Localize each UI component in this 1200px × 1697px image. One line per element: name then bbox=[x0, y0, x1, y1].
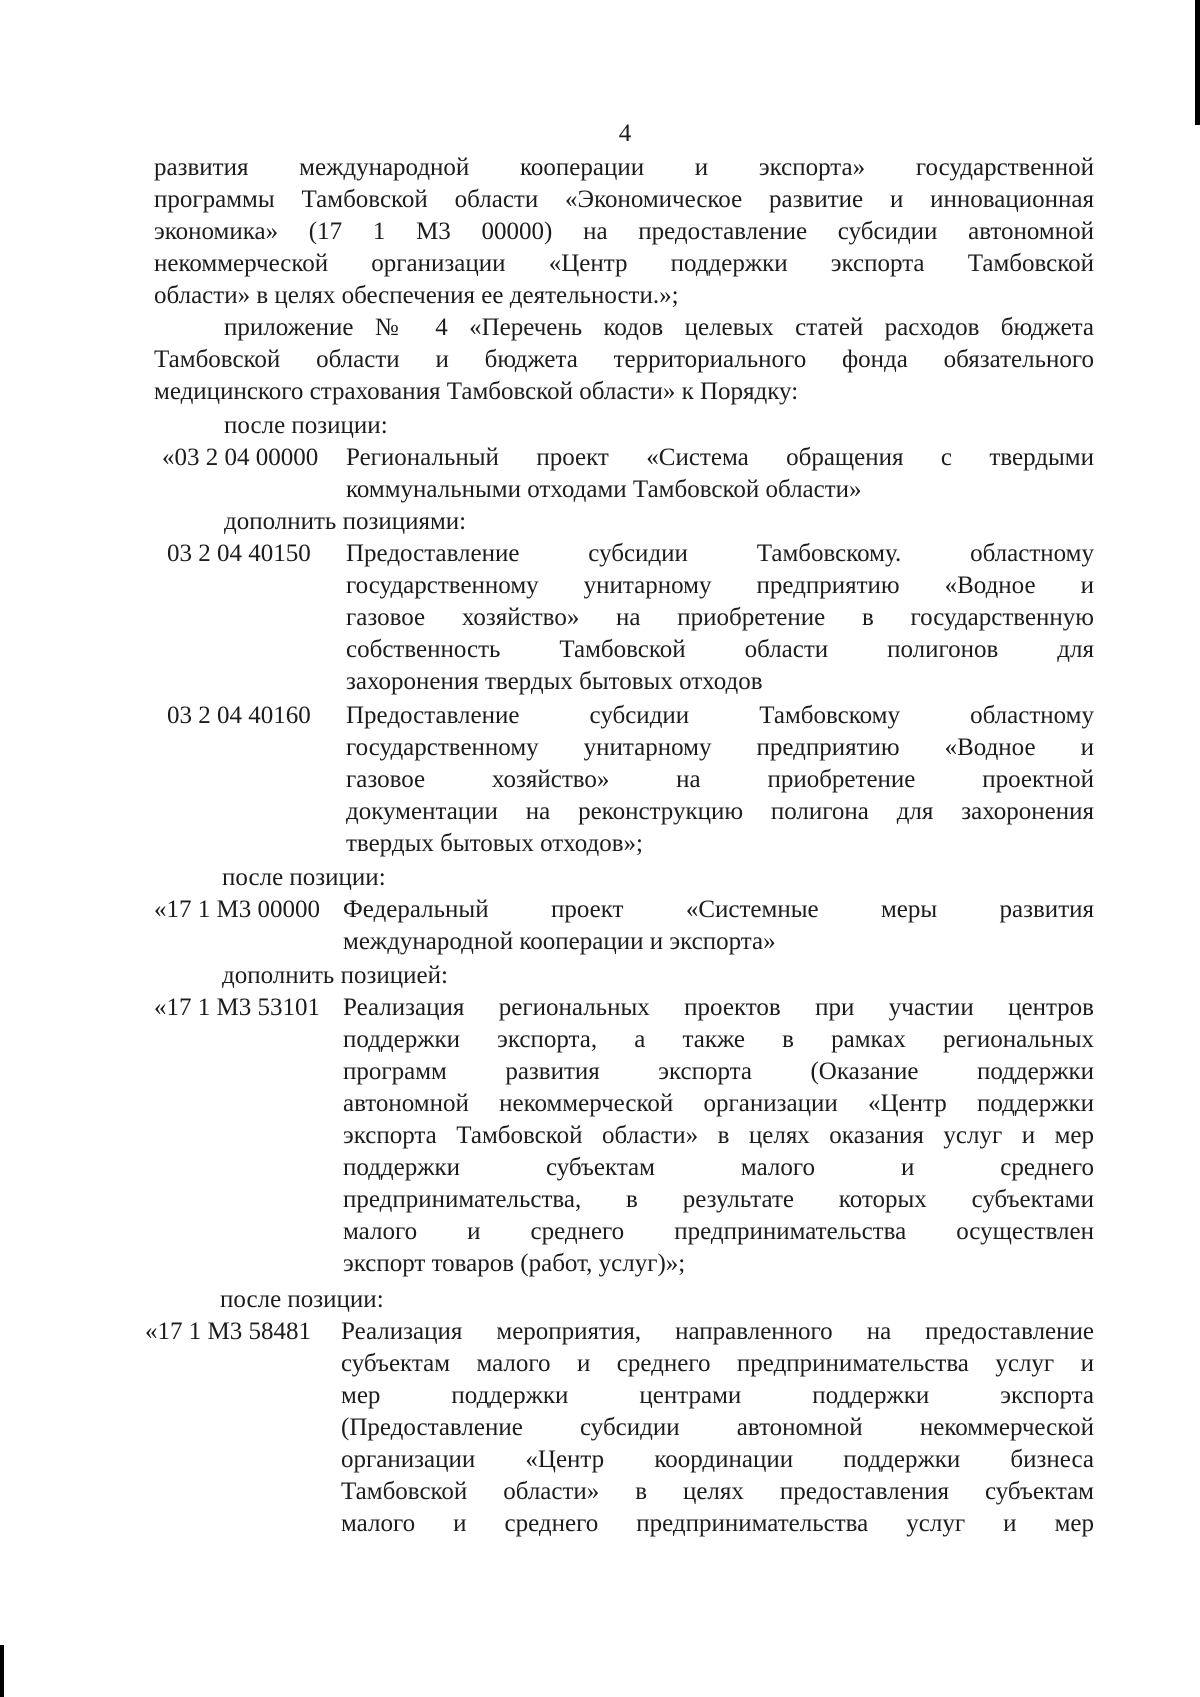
text-line: субъектам малого и среднего предпринимательства услуг и bbox=[341, 1350, 1094, 1377]
text-line: развития международной кооперации и экспорта» государственной bbox=[154, 154, 1094, 181]
entry-code: «03 2 04 00000 bbox=[162, 444, 319, 471]
text-line: газовое хозяйство» на приобретение проектной bbox=[346, 766, 1094, 793]
text-line: газовое хозяйство» на приобретение в государственную bbox=[346, 604, 1094, 631]
code-entry bbox=[167, 700, 1094, 860]
text-line: экспорта Тамбовской области» в целях оказания услуг и мер bbox=[343, 1122, 1094, 1149]
entry-description bbox=[343, 992, 1094, 1280]
code-entry bbox=[162, 442, 1094, 506]
text-line: государственному унитарному предприятию «Водное и bbox=[346, 734, 1094, 761]
entry-code: «17 1 М3 53101 bbox=[154, 994, 320, 1021]
scan-edge-right bbox=[1195, 0, 1200, 125]
code-entry bbox=[154, 894, 1094, 958]
text-line: коммунальными отходами Тамбовской области» bbox=[346, 476, 862, 503]
code-entry bbox=[167, 538, 1094, 698]
text-line: поддержки субъектам малого и среднего bbox=[343, 1154, 1094, 1181]
entry-description bbox=[346, 442, 1094, 506]
entry-code: «17 1 М3 58481 bbox=[145, 1318, 311, 1345]
text-line: малого и среднего предпринимательства услуг и мер bbox=[341, 1510, 1094, 1537]
text-line: экономика» (17 1 М3 00000) на предоставление субсидии автономной bbox=[154, 218, 1094, 245]
code-entry bbox=[145, 1316, 1094, 1540]
text-line: организации «Центр координации поддержки бизнеса bbox=[341, 1446, 1094, 1473]
text-line: программ развития экспорта (Оказание поддержки bbox=[343, 1058, 1094, 1085]
text-line: твердых бытовых отходов»; bbox=[346, 830, 643, 857]
text-line: медицинского страхования Тамбовской области» к Порядку: bbox=[154, 378, 799, 405]
instruction-after-position: после позиции: bbox=[220, 1286, 384, 1313]
text-line: предпринимательства, в результате которых субъектами bbox=[343, 1186, 1094, 1213]
text-line: (Предоставление субсидии автономной некоммерческой bbox=[341, 1414, 1094, 1441]
text-line: собственность Тамбовской области полигонов для bbox=[346, 636, 1094, 663]
text-line: Региональный проект «Система обращения с твердыми bbox=[346, 444, 1094, 471]
text-line: документации на реконструкцию полигона для захоронения bbox=[346, 798, 1094, 825]
appendix-paragraph bbox=[154, 312, 1094, 408]
entry-code: 03 2 04 40150 bbox=[167, 540, 311, 567]
entry-description bbox=[346, 700, 1094, 860]
text-line: Реализация мероприятия, направленного на предоставление bbox=[341, 1318, 1094, 1345]
entry-description bbox=[343, 894, 1094, 958]
text-line: приложение № 4 «Перечень кодов целевых статей расходов бюджета bbox=[224, 314, 1094, 341]
scan-edge-left bbox=[0, 1645, 4, 1697]
text-line: Федеральный проект «Системные меры развития bbox=[343, 896, 1094, 923]
text-line: области» в целях обеспечения ее деятельности.»; bbox=[154, 282, 679, 309]
instruction-add-position: дополнить позицией: bbox=[222, 962, 448, 989]
entry-description bbox=[346, 538, 1094, 698]
text-line: Предоставление субсидии Тамбовскому. областному bbox=[346, 540, 1094, 567]
text-line: международной кооперации и экспорта» bbox=[343, 928, 776, 955]
text-line: Предоставление субсидии Тамбовскому областному bbox=[346, 702, 1094, 729]
intro-paragraph bbox=[154, 152, 1094, 312]
text-line: Тамбовской области и бюджета территориального фонда обязательного bbox=[154, 346, 1094, 373]
text-line: государственному унитарному предприятию «Водное и bbox=[346, 572, 1094, 599]
entry-code: 03 2 04 40160 bbox=[167, 702, 311, 729]
code-entry bbox=[154, 992, 1094, 1280]
text-line: малого и среднего предпринимательства осуществлен bbox=[343, 1218, 1094, 1245]
text-line: экспорт товаров (работ, услуг)»; bbox=[343, 1250, 686, 1277]
text-line: Реализация региональных проектов при участии центров bbox=[343, 994, 1094, 1021]
instruction-after-position: после позиции: bbox=[224, 412, 388, 439]
entry-code: «17 1 М3 00000 bbox=[154, 896, 320, 923]
page-number: 4 bbox=[618, 120, 632, 147]
text-line: мер поддержки центрами поддержки экспорта bbox=[341, 1382, 1094, 1409]
text-line: поддержки экспорта, а также в рамках региональных bbox=[343, 1026, 1094, 1053]
text-line: захоронения твердых бытовых отходов bbox=[346, 668, 763, 695]
text-line: автономной некоммерческой организации «Центр поддержки bbox=[343, 1090, 1094, 1117]
text-line: Тамбовской области» в целях предоставления субъектам bbox=[341, 1478, 1094, 1505]
text-line: некоммерческой организации «Центр поддержки экспорта Тамбовской bbox=[154, 250, 1094, 277]
entry-description bbox=[341, 1316, 1094, 1540]
instruction-after-position: после позиции: bbox=[222, 864, 386, 891]
text-line: программы Тамбовской области «Экономическое развитие и инновационная bbox=[154, 186, 1094, 213]
instruction-add-positions: дополнить позициями: bbox=[224, 508, 467, 535]
